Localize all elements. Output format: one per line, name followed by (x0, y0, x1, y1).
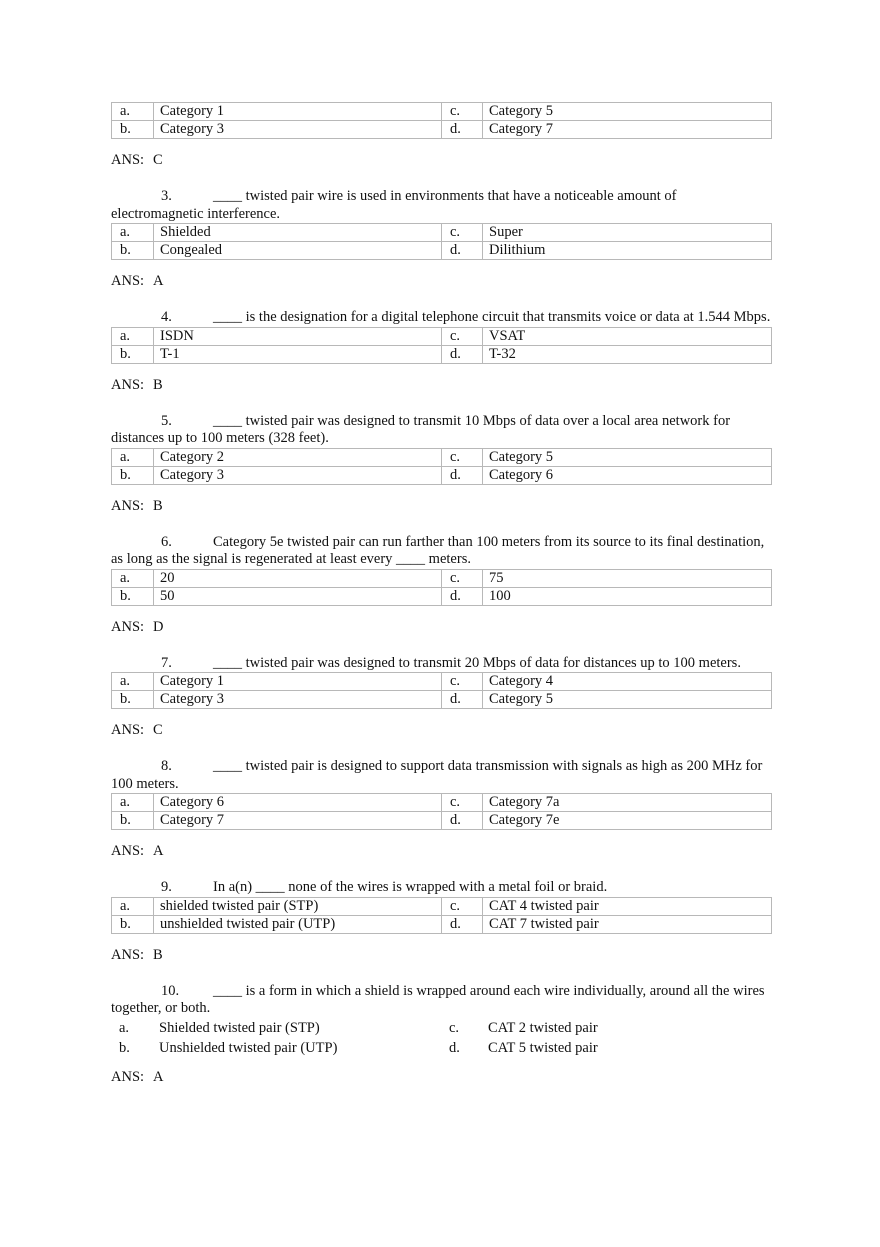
question-text (111, 758, 771, 793)
question-stem: ____ twisted pair was designed to transmit 10 Mbps of data over a local area network for distances up to 100 meters (328 feet). (111, 412, 731, 446)
options-table (111, 223, 772, 260)
question-list (111, 188, 771, 1086)
answer-value: C (153, 152, 163, 168)
option-letter: a. (112, 224, 154, 242)
option-row (112, 448, 772, 466)
option-row (111, 1018, 771, 1038)
option-letter: a. (112, 569, 154, 587)
option-letter: a. (112, 673, 154, 691)
question-number: 9. (161, 879, 172, 895)
option-letter: c. (442, 103, 483, 121)
question-text (111, 188, 771, 223)
option-row (111, 1038, 771, 1058)
answer-label: ANS: (111, 722, 145, 738)
question-block-5 (111, 413, 771, 515)
answer-label: ANS: (111, 843, 145, 859)
question-block-3 (111, 188, 771, 290)
option-text: 50 (154, 587, 442, 605)
option-letter: a. (112, 794, 154, 812)
option-row (112, 224, 772, 242)
option-text: Category 1 (154, 103, 442, 121)
option-text: 100 (483, 587, 772, 605)
question-stem: ____ is a form in which a shield is wrapped around each wire individually, around all the wires together, or both. (111, 982, 765, 1016)
option-text: shielded twisted pair (STP) (154, 897, 442, 915)
document-page (111, 102, 771, 1086)
question-block-2 (111, 102, 771, 169)
question-text (111, 534, 771, 569)
option-text: Category 7a (483, 794, 772, 812)
question-text (111, 879, 771, 897)
question-text (111, 413, 771, 448)
option-text: 20 (154, 569, 442, 587)
option-letter: b. (112, 121, 154, 139)
option-row (112, 242, 772, 260)
option-text: Dilithium (483, 242, 772, 260)
question-number: 5. (161, 412, 172, 429)
option-text: Super (483, 224, 772, 242)
options-table (111, 897, 772, 934)
options-table (111, 1018, 771, 1058)
answer-label: ANS: (111, 273, 145, 289)
option-text: ISDN (154, 327, 442, 345)
question-stem: ____ twisted pair is designed to support data transmission with signals as high as 200 MHz for 100 meters. (111, 758, 763, 792)
question-block-8 (111, 758, 771, 860)
option-letter: c. (442, 673, 483, 691)
option-row (112, 345, 772, 363)
answer-line (111, 618, 771, 636)
option-text: Shielded twisted pair (STP) (159, 1019, 320, 1036)
options-table (111, 672, 772, 709)
option-text: Category 5 (483, 691, 772, 709)
option-text: unshielded twisted pair (UTP) (154, 915, 442, 933)
question-number: 7. (161, 654, 172, 671)
answer-line (111, 946, 771, 964)
option-letter: b. (112, 242, 154, 260)
option-text: Shielded (154, 224, 442, 242)
option-letter: d. (442, 345, 483, 363)
option-row (112, 327, 772, 345)
option-letter: b. (112, 587, 154, 605)
option-text: Category 6 (154, 794, 442, 812)
option-row (112, 673, 772, 691)
option-text: Category 4 (483, 673, 772, 691)
option-text: Congealed (154, 242, 442, 260)
question-text (111, 655, 771, 673)
question-number: 6. (161, 533, 172, 550)
option-letter: a. (112, 897, 154, 915)
question-number: 4. (161, 309, 172, 325)
option-letter: d. (442, 587, 483, 605)
question-block-7 (111, 655, 771, 740)
option-letter: c. (442, 448, 483, 466)
option-letter: a. (112, 448, 154, 466)
options-table (111, 569, 772, 606)
answer-label: ANS: (111, 618, 145, 635)
answer-value: B (153, 497, 163, 514)
question-stem: ____ is the designation for a digital telephone circuit that transmits voice or data at 1.544 Mbps. (213, 309, 771, 325)
question-number: 10. (161, 982, 180, 999)
option-row (112, 915, 772, 933)
answer-value: A (153, 843, 164, 859)
question-stem: In a(n) ____ none of the wires is wrapped with a metal foil or braid. (213, 879, 608, 895)
question-block-9 (111, 879, 771, 964)
option-letter: a. (119, 1019, 130, 1036)
answer-line (111, 842, 771, 860)
answer-label: ANS: (111, 497, 145, 514)
question-stem: ____ twisted pair was designed to transmit 20 Mbps of data for distances up to 100 meters. (213, 654, 741, 671)
option-text: VSAT (483, 327, 772, 345)
option-letter: c. (442, 794, 483, 812)
option-letter: d. (442, 466, 483, 484)
option-text: Category 7e (483, 812, 772, 830)
question-stem: Category 5e twisted pair can run farther than 100 meters from its source to its final destination, as long as the signal is regenerated at least every ____ meters. (111, 533, 765, 567)
option-letter: d. (442, 915, 483, 933)
option-text: Category 3 (154, 121, 442, 139)
question-block-6 (111, 534, 771, 636)
option-letter: d. (442, 691, 483, 709)
answer-line (111, 721, 771, 739)
answer-label: ANS: (111, 946, 145, 963)
option-text: Category 7 (154, 812, 442, 830)
option-letter: c. (449, 1019, 460, 1036)
option-row (112, 466, 772, 484)
answer-line (111, 497, 771, 515)
option-letter: c. (442, 224, 483, 242)
option-letter: d. (442, 812, 483, 830)
option-row (112, 569, 772, 587)
option-row (112, 587, 772, 605)
option-text: T-32 (483, 345, 772, 363)
answer-value: B (153, 376, 163, 393)
option-text: Category 2 (154, 448, 442, 466)
option-letter: a. (112, 103, 154, 121)
option-row (112, 812, 772, 830)
option-letter: d. (449, 1039, 460, 1056)
question-stem: ____ twisted pair wire is used in environments that have a noticeable amount of electromagnetic interference. (111, 188, 677, 222)
options-table (111, 102, 772, 139)
answer-value: D (153, 618, 164, 635)
option-text: Category 3 (154, 691, 442, 709)
question-block-4 (111, 309, 771, 394)
answer-label: ANS: (111, 152, 145, 168)
option-letter: b. (112, 812, 154, 830)
option-text: Category 7 (483, 121, 772, 139)
option-letter: b. (112, 915, 154, 933)
option-letter: d. (442, 242, 483, 260)
option-letter: a. (112, 327, 154, 345)
option-letter: b. (112, 466, 154, 484)
option-row (112, 103, 772, 121)
question-number: 3. (161, 188, 172, 204)
answer-value: A (153, 1068, 164, 1085)
answer-line (111, 376, 771, 394)
option-letter: b. (119, 1039, 130, 1056)
option-text: Category 1 (154, 673, 442, 691)
option-letter: c. (442, 897, 483, 915)
answer-label: ANS: (111, 376, 145, 393)
option-text: Category 3 (154, 466, 442, 484)
option-text: CAT 2 twisted pair (488, 1019, 598, 1036)
options-table (111, 327, 772, 364)
answer-label: ANS: (111, 1068, 145, 1085)
option-row (112, 691, 772, 709)
answer-value: A (153, 273, 164, 289)
options-table (111, 448, 772, 485)
answer-line (111, 272, 771, 290)
question-text (111, 983, 771, 1018)
option-text: Unshielded twisted pair (UTP) (159, 1039, 338, 1056)
answer-value: B (153, 946, 163, 963)
question-block-10 (111, 983, 771, 1086)
option-row (112, 121, 772, 139)
option-letter: b. (112, 691, 154, 709)
option-text: Category 6 (483, 466, 772, 484)
option-text: 75 (483, 569, 772, 587)
option-row (112, 897, 772, 915)
option-text: Category 5 (483, 448, 772, 466)
answer-value: C (153, 722, 163, 738)
option-letter: d. (442, 121, 483, 139)
option-text: CAT 5 twisted pair (488, 1039, 598, 1056)
option-letter: c. (442, 327, 483, 345)
question-text (111, 309, 771, 327)
option-text: Category 5 (483, 103, 772, 121)
option-text: CAT 7 twisted pair (483, 915, 772, 933)
options-table (111, 793, 772, 830)
option-row (112, 794, 772, 812)
option-text: T-1 (154, 345, 442, 363)
option-letter: b. (112, 345, 154, 363)
question-number: 8. (161, 758, 172, 774)
answer-line (111, 1068, 771, 1086)
answer-line (111, 151, 771, 169)
option-letter: c. (442, 569, 483, 587)
option-text: CAT 4 twisted pair (483, 897, 772, 915)
